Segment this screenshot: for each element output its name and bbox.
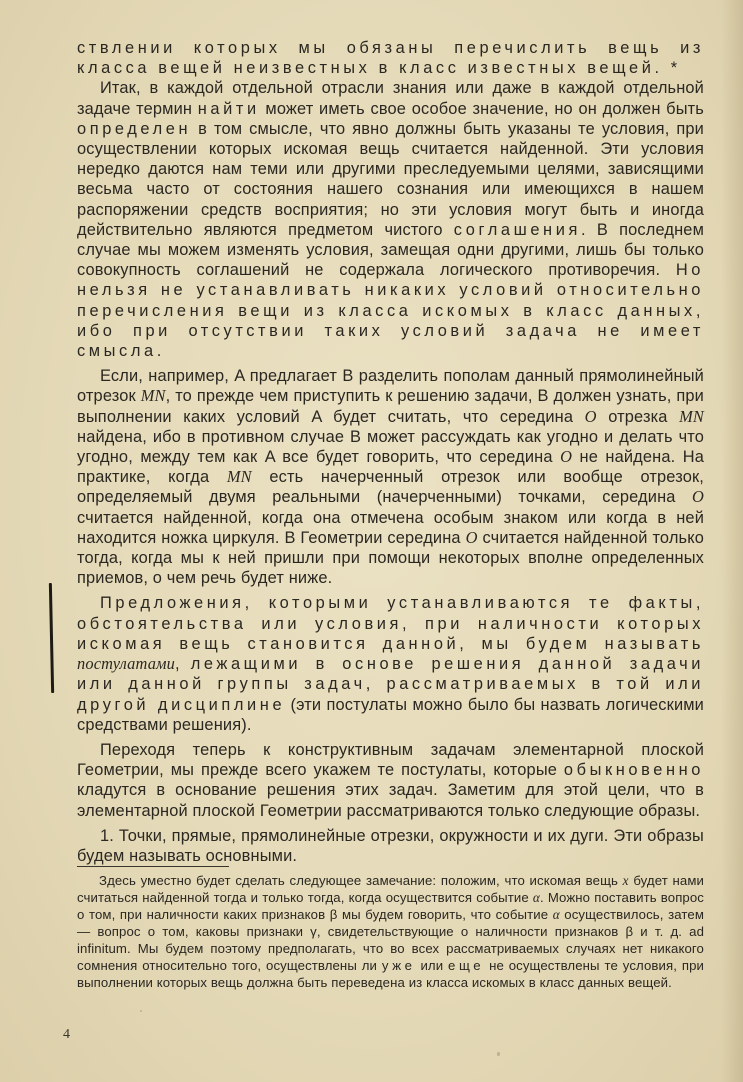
italic-term: O	[465, 527, 478, 547]
emphasized-text: соглашения	[453, 220, 581, 239]
footnote-text	[77, 872, 704, 991]
emphasized-text: лежащими в основе решения данной задачи или данной группы задач, рассматриваемых в той или другой дисциплине	[77, 655, 704, 714]
text-run: не найдена. На практике, когда	[77, 448, 704, 487]
emphasized-text: определен	[77, 119, 192, 138]
text-run: Переходя теперь к конструктивным задачам элементарной плоской Геометрии, мы прежде всего укажем те постулаты, которые	[77, 740, 704, 780]
emphasized-text: ствлении которых мы обязаны перечислить вещь из класса вещей неизвестных в класс известных вещей. *	[77, 39, 704, 78]
text-run: Итак, в каждой отдельной отрасли знания или даже в каждой отдельной задаче термин	[77, 79, 704, 118]
text-run: будет нами считаться найденной тогда и только тогда, когда осуществится событие	[77, 873, 704, 905]
text-run: не осуществлены те условия, при выполнении которых вещь должна быть переведена из класса искомых в класс данных вещей.	[77, 958, 704, 990]
text-run: осуществилось, затем — вопрос о том, каковы признаки γ, свидетельствующие о наличности признаков β и т. д. ad infinitum. Мы будем поэтому предполагать, что во всех рассматриваемых случаях нет никакого сомнения относительно того, осуществлены ли	[77, 907, 704, 973]
text-run: считается найденной только тогда, когда мы к ней пришли при помощи некоторых вполне определенных приемов, о чем речь будет ниже.	[77, 528, 704, 588]
footnote-separator	[77, 866, 229, 867]
emphasized-text: еще	[448, 958, 485, 973]
text-run: (эти постулаты можно было бы назвать логическими средствами решения).	[77, 695, 704, 734]
paragraph	[77, 366, 704, 588]
text-run: . В последнем случае мы можем изменять условия, замещая одни другими, лишь бы только совокупность соглашений не содержала логического противоречия.	[77, 220, 704, 280]
italic-term: x	[622, 873, 629, 888]
text-run: в том смысле, что явно должны быть указаны те условия, при осуществлении которых искомая вещь считается найденной. Эти условия нередко даются нам теми или другими преследуемыми целями, зависящими весьма часто от состояния нашего сознания или имеющихся в нашем распоряжении средств восприятия; но эти условия могут быть и иногда действительно являются предметом чистого	[77, 119, 704, 239]
emphasized-text: Предложения, которыми устанавливаются те факты, обстоятельства или условия, при наличности которых искомая вещь становится данной, мы будем называть	[77, 594, 704, 653]
emphasized-text: уже	[381, 958, 416, 973]
paragraph	[77, 78, 704, 361]
text-run: или	[415, 958, 449, 973]
text-run: кладутся в основание решения этих задач. Заметим для этой цели, что в элементарной плоской Геометрии рассматриваются только следующие образы.	[77, 781, 704, 820]
text-run: Здесь уместно будет сделать следующее замечание: положим, что искомая вещь	[99, 873, 623, 888]
text-run: . Можно поставить вопрос о том, при наличности каких признаков β мы будем говорить, что событие	[77, 890, 704, 922]
italic-term: MN	[679, 406, 704, 426]
italic-term: O	[584, 406, 597, 426]
italic-term: O	[560, 447, 573, 467]
paragraph	[77, 593, 704, 734]
text-run: , то прежде чем приступить к решению задачи, B должен узнать, при выполнении каких условий A будет считать, что середина	[77, 387, 704, 426]
italic-term: O	[692, 487, 704, 507]
italic-term: α	[552, 907, 560, 922]
text-run: Если, например, A предлагает B разделить пополам данный прямолинейный отрезок	[77, 367, 704, 406]
text-run: может иметь свое особое значение, но он должен быть	[259, 99, 704, 118]
italic-term: MN	[226, 467, 252, 487]
paper-speck	[497, 1052, 500, 1056]
paragraph	[77, 740, 704, 821]
page-edge-shadow	[721, 0, 743, 1082]
emphasized-text: обыкновенно	[563, 761, 704, 780]
text-run: есть начерченный отрезок или вообще отрезок, определяемый двумя реальными (начерченными) точками, середина	[77, 468, 704, 507]
italic-term: MN	[140, 386, 166, 406]
text-run: 1. Точки, прямые, прямолинейные отрезки, окружности и их дуги. Эти образы будем называть основными.	[77, 826, 704, 865]
paper-speck	[140, 1010, 142, 1012]
paragraph	[77, 38, 704, 78]
main-text	[77, 38, 704, 866]
text-run: отрезка	[596, 407, 680, 426]
footnote	[77, 872, 704, 991]
book-page-body	[77, 38, 704, 866]
text-run: ,	[175, 655, 191, 674]
text-run: считается найденной, когда она отмечена особым знаком или когда в ней находится ножка циркуля. В Геометрии середина	[77, 508, 704, 547]
paragraph	[77, 826, 704, 866]
emphasized-text: найти	[197, 99, 260, 118]
italic-term: α	[532, 890, 540, 905]
text-run: найдена, ибо в противном случае B может рассуждать как угодно и делать что угодно, между тем как A все будет говорить, что середина	[77, 427, 704, 467]
page-number: 4	[63, 1027, 70, 1042]
emphasized-text: Но нельзя не устанавливать никаких условий относительно перечисления вещи из класса искомых в класс данных, ибо при отсутствии таких условий задача не имеет смысла.	[77, 261, 704, 361]
margin-pencil-mark	[49, 583, 54, 693]
italic-term: постулатами	[77, 654, 176, 674]
